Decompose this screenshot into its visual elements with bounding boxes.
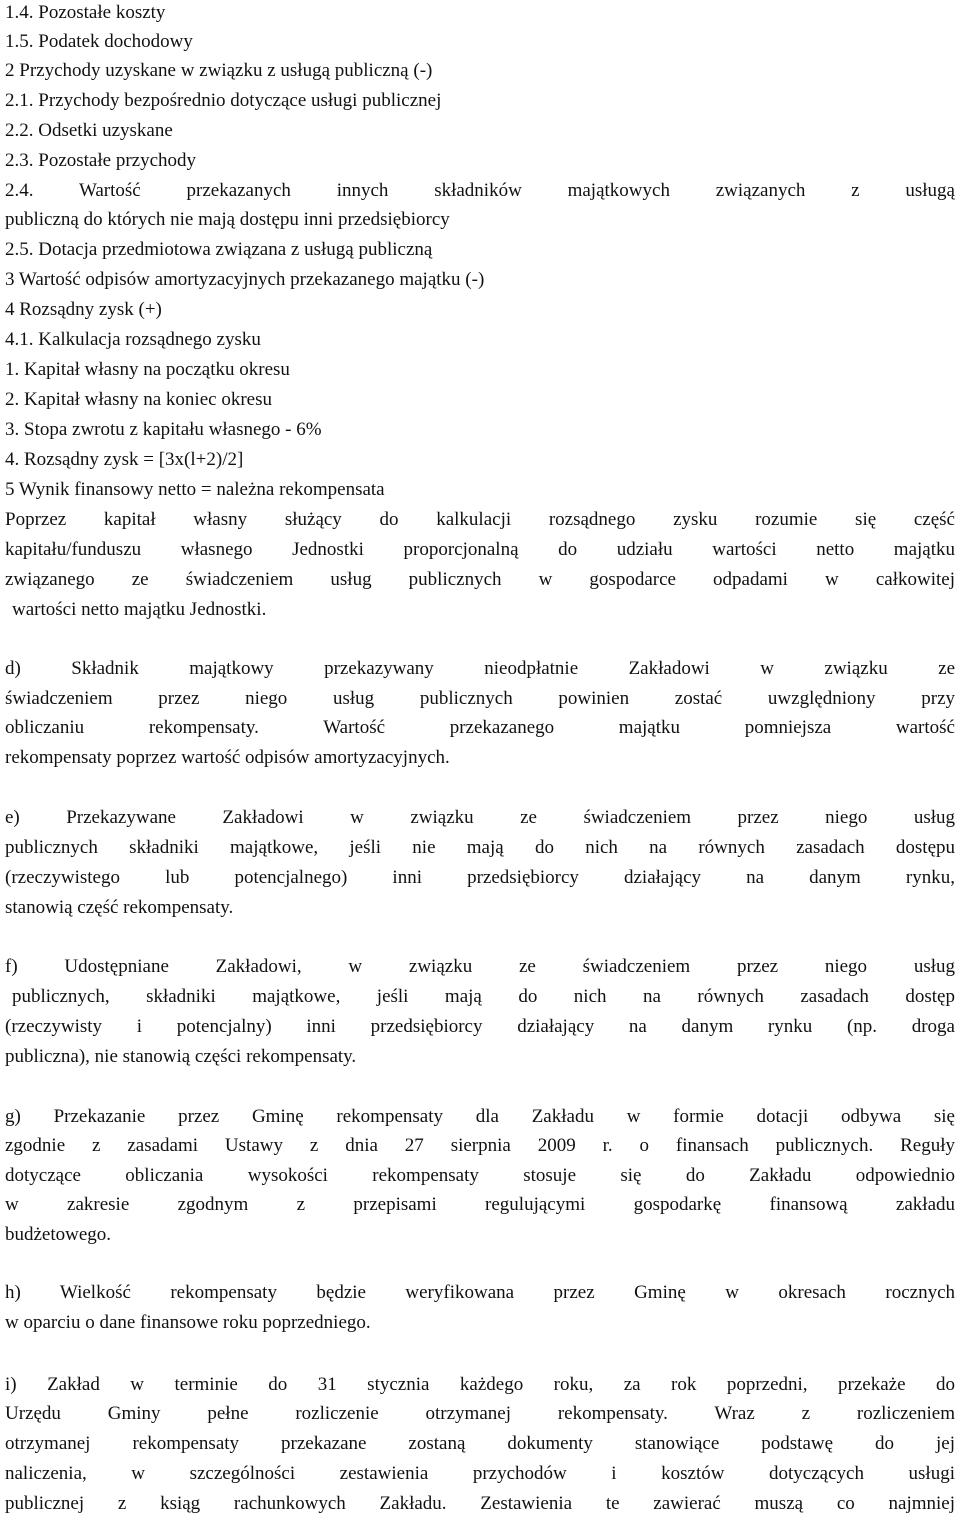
paragraph-g-line: g) Przekazanie przez Gminę rekompensaty dla Zakładu w formie dotacji odbywa się — [5, 1106, 955, 1127]
list-item-3: 3 Wartość odpisów amortyzacyjnych przekazanego majątku (-) — [5, 269, 485, 290]
paragraph-f-line: f) Udostępniane Zakładowi, w związku ze świadczeniem przez niego usług — [5, 956, 955, 977]
paragraph-e-line: e) Przekazywane Zakładowi w związku ze świadczeniem przez niego usług — [5, 807, 955, 828]
paragraph-f-line: (rzeczywisty i potencjalny) inni przedsiębiorcy działający na danym rynku (np. droga — [5, 1016, 955, 1037]
paragraph-h-line: w oparciu o dane finansowe roku poprzedniego. — [5, 1312, 371, 1333]
paragraph-line: Poprzez kapitał własny służący do kalkulacji rozsądnego zysku rozumie się część — [5, 509, 955, 530]
paragraph-e-line: stanowią część rekompensaty. — [5, 897, 234, 918]
paragraph-i-line: naliczenia, w szczególności zestawienia przychodów i kosztów dotyczących usługi — [5, 1463, 955, 1484]
list-item-2-1: 2.1. Przychody bezpośrednio dotyczące usługi publicznej — [5, 90, 442, 111]
paragraph-e-line: publicznych składniki majątkowe, jeśli nie mają do nich na równych zasadach dostępu — [5, 837, 955, 858]
paragraph-line: związanego ze świadczeniem usług publicznych w gospodarce odpadami w całkowitej — [5, 569, 955, 590]
paragraph-i-line: publicznej z ksiąg rachunkowych Zakładu. Zestawienia te zawierać muszą co najmniej — [5, 1493, 955, 1514]
list-item-4: 4 Rozsądny zysk (+) — [5, 299, 162, 320]
list-item-5: 5 Wynik finansowy netto = należna rekompensata — [5, 479, 385, 500]
calc-item-4: 4. Rozsądny zysk = [3x(l+2)/2] — [5, 449, 244, 470]
paragraph-d-line: d) Składnik majątkowy przekazywany nieodpłatnie Zakładowi w związku ze — [5, 658, 955, 679]
list-item-2-3: 2.3. Pozostałe przychody — [5, 150, 197, 171]
paragraph-h-line: h) Wielkość rekompensaty będzie weryfikowana przez Gminę w okresach rocznych — [5, 1282, 955, 1303]
paragraph-d-line: rekompensaty poprzez wartość odpisów amortyzacyjnych. — [5, 747, 450, 768]
paragraph-d-line: obliczaniu rekompensaty. Wartość przekazanego majątku pomniejsza wartość — [5, 717, 955, 738]
paragraph-g-line: w zakresie zgodnym z przepisami regulującymi gospodarkę finansową zakładu — [5, 1194, 955, 1215]
list-item-1-4: 1.4. Pozostałe koszty — [5, 2, 166, 23]
paragraph-g-line: dotyczące obliczania wysokości rekompensaty stosuje się do Zakładu odpowiednio — [5, 1165, 955, 1186]
paragraph-e-line: (rzeczywistego lub potencjalnego) inni przedsiębiorcy działający na danym rynku, — [5, 867, 955, 888]
paragraph-g-line: budżetowego. — [5, 1224, 112, 1245]
list-item-2-2: 2.2. Odsetki uzyskane — [5, 120, 173, 141]
paragraph-i-line: i) Zakład w terminie do 31 stycznia każdego roku, za rok poprzedni, przekaże do — [5, 1374, 955, 1395]
list-item-2-5: 2.5. Dotacja przedmiotowa związana z usługą publiczną — [5, 239, 433, 260]
calc-item-2: 2. Kapitał własny na koniec okresu — [5, 389, 272, 410]
paragraph-i-line: Urzędu Gminy pełne rozliczenie otrzymanej rekompensaty. Wraz z rozliczeniem — [5, 1403, 955, 1424]
list-item-2: 2 Przychody uzyskane w związku z usługą publiczną (-) — [5, 60, 433, 81]
paragraph-f-line: publicznych, składniki majątkowe, jeśli mają do nich na równych zasadach dostęp — [12, 986, 955, 1007]
list-item-1-5: 1.5. Podatek dochodowy — [5, 31, 193, 52]
paragraph-g-line: zgodnie z zasadami Ustawy z dnia 27 sierpnia 2009 r. o finansach publicznych. Reguły — [5, 1135, 955, 1156]
paragraph-line: kapitału/funduszu własnego Jednostki proporcjonalną do udziału wartości netto majątku — [5, 539, 955, 560]
calc-item-1: 1. Kapitał własny na początku okresu — [5, 359, 290, 380]
paragraph-f-line: publiczna), nie stanowią części rekompensaty. — [5, 1046, 357, 1067]
calc-item-3: 3. Stopa zwrotu z kapitału własnego - 6% — [5, 419, 322, 440]
paragraph-i-line: otrzymanej rekompensaty przekazane zostaną dokumenty stanowiące podstawę do jej — [5, 1433, 955, 1454]
list-item-4-1: 4.1. Kalkulacja rozsądnego zysku — [5, 329, 261, 350]
paragraph-line: wartości netto majątku Jednostki. — [12, 599, 267, 620]
list-item-2-4: 2.4. Wartość przekazanych innych składników majątkowych związanych z usługą — [5, 180, 955, 201]
list-item-2-4-continued: publiczną do których nie mają dostępu inni przedsiębiorcy — [5, 209, 450, 230]
paragraph-d-line: świadczeniem przez niego usług publicznych powinien zostać uwzględniony przy — [5, 688, 955, 709]
